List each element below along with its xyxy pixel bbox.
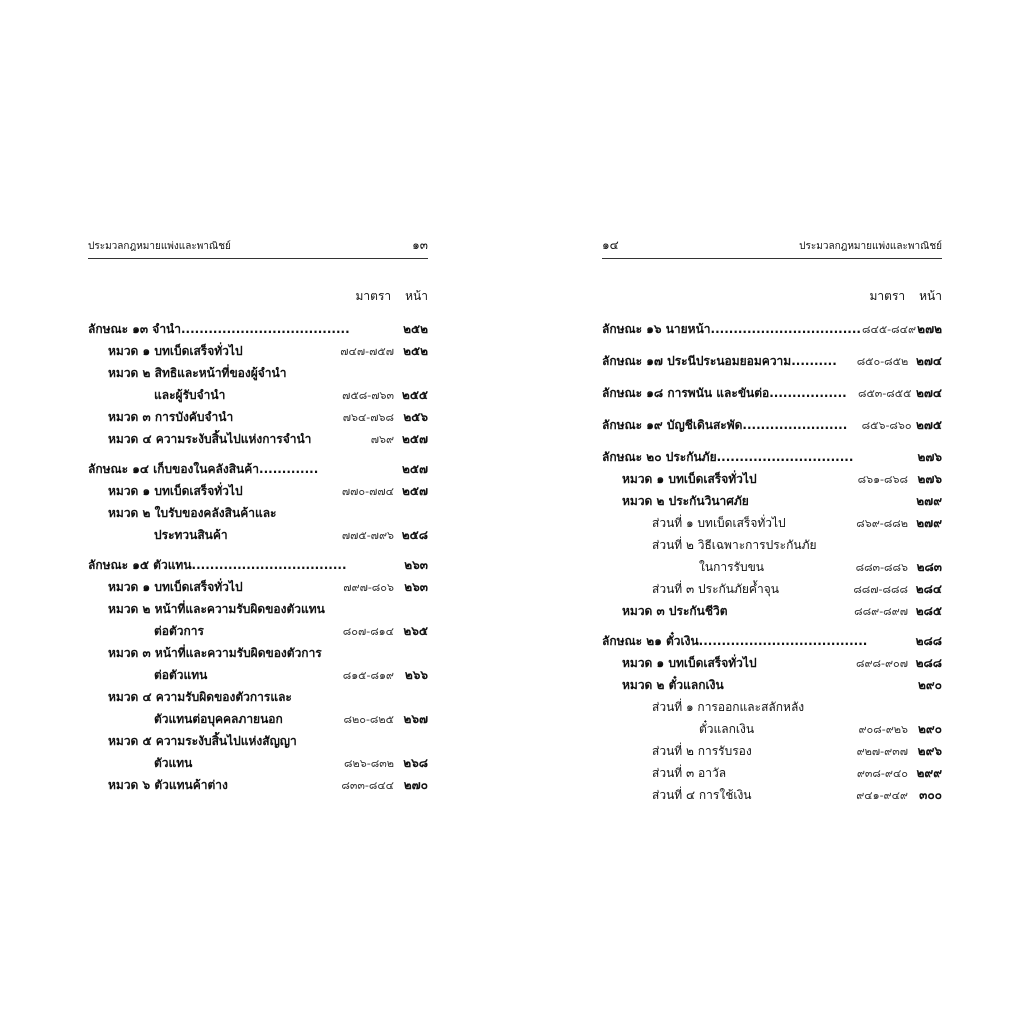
toc-row bbox=[88, 576, 428, 598]
toc-row bbox=[602, 674, 942, 696]
toc-page: ๒๕๗ bbox=[401, 432, 428, 446]
toc-section: ๗๙๗-๘๐๖ bbox=[343, 581, 394, 594]
toc-label: ลักษณะ ๑๗ ประนีประนอมยอมความ.......... bbox=[602, 354, 837, 368]
toc-section: ๙๐๘-๙๒๖ bbox=[858, 723, 908, 736]
toc-label: ส่วนที่ ๔ การใช้เงิน bbox=[652, 788, 752, 802]
right-page-number: ๑๔ bbox=[602, 238, 619, 252]
toc-page: ๒๕๗ bbox=[401, 484, 428, 498]
toc-section: ๘๘๗-๘๘๘ bbox=[853, 583, 908, 596]
toc-row bbox=[88, 458, 428, 480]
toc-page: ๒๕๕ bbox=[401, 388, 428, 402]
left-column-header bbox=[88, 287, 428, 306]
toc-row bbox=[88, 774, 428, 796]
toc-page: ๒๖๕ bbox=[403, 624, 428, 638]
toc-label: ลักษณะ ๒๑ ตั๋วเงิน..................................... bbox=[602, 634, 868, 648]
toc-label: และผู้รับจำนำ bbox=[154, 388, 226, 402]
toc-row bbox=[602, 382, 942, 404]
toc-page: ๒๖๖ bbox=[404, 668, 428, 682]
right-col-section-label: มาตรา bbox=[869, 289, 906, 303]
toc-label: ส่วนที่ ๑ การออกและสลักหลัง bbox=[652, 700, 805, 714]
toc-row bbox=[88, 642, 428, 664]
toc-label: หมวด ๕ ความระงับสิ้นไปแห่งสัญญา bbox=[108, 734, 297, 748]
toc-label: ลักษณะ ๒๐ ประกันภัย.............................. bbox=[602, 450, 854, 464]
toc-page: ๒๗๒ bbox=[917, 322, 942, 336]
toc-page: ๒๕๘ bbox=[401, 528, 428, 542]
toc-page: ๒๗๖ bbox=[917, 472, 942, 486]
toc-page: ๒๙๙ bbox=[916, 766, 942, 780]
toc-section: ๘๓๓-๘๔๔ bbox=[341, 779, 394, 792]
toc-label: ตัวแทนต่อบุคคลภายนอก bbox=[154, 712, 283, 726]
left-page bbox=[88, 236, 428, 796]
toc-label: หมวด ๑ บทเบ็ดเสร็จทั่วไป bbox=[622, 472, 757, 486]
toc-page: ๒๘๓ bbox=[916, 560, 942, 574]
toc-row bbox=[602, 718, 942, 740]
right-column-header bbox=[602, 287, 942, 306]
toc-label: ต่อตัวการ bbox=[154, 624, 204, 638]
toc-row bbox=[602, 630, 942, 652]
toc-row bbox=[88, 318, 428, 340]
toc-section: ๘๒๖-๘๓๒ bbox=[344, 757, 394, 770]
toc-page: ๒๕๒ bbox=[403, 322, 428, 336]
toc-label: ต่อตัวแทน bbox=[154, 668, 208, 682]
toc-row bbox=[602, 414, 942, 436]
toc-row bbox=[88, 428, 428, 450]
toc-page: ๒๗๕ bbox=[915, 418, 942, 432]
toc-row bbox=[88, 502, 428, 524]
toc-label: หมวด ๒ หน้าที่และความรับผิดของตัวแทน bbox=[108, 602, 325, 616]
left-running-header bbox=[88, 236, 428, 259]
toc-row bbox=[88, 524, 428, 546]
toc-section: ๗๗๕-๗๙๖ bbox=[341, 529, 394, 542]
toc-label: หมวด ๒ ใบรับของคลังสินค้าและ bbox=[108, 506, 277, 520]
toc-section: ๙๓๘-๙๔๐ bbox=[856, 767, 908, 780]
toc-label: ส่วนที่ ๓ ประกันภัยค้ำจุน bbox=[652, 582, 779, 596]
toc-row bbox=[88, 708, 428, 730]
toc-section: ๘๖๑-๘๖๘ bbox=[857, 473, 908, 486]
toc-section: ๙๒๗-๙๓๗ bbox=[856, 745, 908, 758]
toc-row bbox=[602, 762, 942, 784]
toc-label: หมวด ๓ ประกันชีวิต bbox=[622, 604, 728, 618]
toc-page: ๒๕๗ bbox=[401, 462, 428, 476]
toc-page: ๒๖๓ bbox=[404, 580, 428, 594]
toc-label: ลักษณะ ๑๓ จำนำ..................................... bbox=[88, 322, 350, 336]
toc-row bbox=[88, 598, 428, 620]
toc-row bbox=[88, 686, 428, 708]
toc-row bbox=[88, 362, 428, 384]
toc-section: ๗๖๙ bbox=[370, 433, 394, 446]
toc-page: ๒๗๔ bbox=[915, 354, 942, 368]
right-page bbox=[602, 236, 942, 806]
toc-row bbox=[602, 534, 942, 556]
toc-label: ตั๋วแลกเงิน bbox=[699, 722, 755, 736]
toc-page: ๒๗๙ bbox=[916, 516, 942, 530]
toc-row bbox=[88, 384, 428, 406]
toc-page: ๒๘๘ bbox=[915, 634, 942, 648]
left-page-number: ๑๓ bbox=[412, 238, 428, 252]
right-running-header bbox=[602, 236, 942, 259]
toc-page: ๒๘๕ bbox=[915, 604, 942, 618]
toc-row bbox=[602, 578, 942, 600]
toc-row bbox=[88, 340, 428, 362]
toc-page: ๒๖๘ bbox=[403, 756, 428, 770]
toc-section: ๘๕๓-๘๕๕ bbox=[858, 387, 912, 400]
toc-label: หมวด ๒ ตั๋วแลกเงิน bbox=[622, 678, 724, 692]
toc-row bbox=[88, 480, 428, 502]
toc-row bbox=[88, 406, 428, 428]
toc-row bbox=[602, 350, 942, 372]
toc-section: ๙๔๑-๙๔๙ bbox=[856, 789, 908, 802]
toc-section: ๗๕๘-๗๖๓ bbox=[342, 389, 394, 402]
toc-row bbox=[602, 318, 942, 340]
toc-label: ส่วนที่ ๑ บทเบ็ดเสร็จทั่วไป bbox=[652, 516, 786, 530]
toc-label: ตัวแทน bbox=[154, 756, 193, 770]
toc-row bbox=[88, 620, 428, 642]
toc-row bbox=[602, 652, 942, 674]
toc-label: ส่วนที่ ๒ การรับรอง bbox=[652, 744, 752, 758]
toc-label: หมวด ๑ บทเบ็ดเสร็จทั่วไป bbox=[108, 344, 243, 358]
toc-row bbox=[602, 446, 942, 468]
toc-label: ลักษณะ ๑๔ เก็บของในคลังสินค้า............. bbox=[88, 462, 319, 476]
toc-label: หมวด ๔ ความระงับสิ้นไปแห่งการจำนำ bbox=[108, 432, 312, 446]
toc-page: ๒๕๒ bbox=[403, 344, 428, 358]
toc-label: หมวด ๑ บทเบ็ดเสร็จทั่วไป bbox=[108, 484, 243, 498]
toc-section: ๘๒๐-๘๒๕ bbox=[343, 713, 394, 726]
toc-section: ๘๙๘-๙๐๗ bbox=[855, 657, 908, 670]
toc-page: ๒๙๐ bbox=[917, 722, 942, 736]
toc-section: ๘๐๗-๘๑๔ bbox=[342, 625, 394, 638]
toc-section: ๗๖๔-๗๖๘ bbox=[342, 411, 394, 424]
toc-section: ๘๑๕-๘๑๙ bbox=[342, 669, 394, 682]
toc-row bbox=[602, 740, 942, 762]
toc-section: ๘๘๓-๘๘๖ bbox=[855, 561, 908, 574]
toc-section: ๘๖๙-๘๘๒ bbox=[856, 517, 908, 530]
toc-label: ลักษณะ ๑๘ การพนัน และขันต่อ................. bbox=[602, 386, 847, 400]
toc-row bbox=[602, 490, 942, 512]
toc-page: ๒๘๔ bbox=[915, 582, 942, 596]
left-col-section-label: มาตรา bbox=[355, 289, 392, 303]
toc-row bbox=[602, 600, 942, 622]
toc-label: หมวด ๓ การบังคับจำนำ bbox=[108, 410, 234, 424]
toc-row bbox=[88, 752, 428, 774]
toc-row bbox=[602, 696, 942, 718]
toc-row bbox=[88, 554, 428, 576]
toc-label: ประทวนสินค้า bbox=[154, 528, 228, 542]
toc-row bbox=[602, 784, 942, 806]
toc-label: หมวด ๑ บทเบ็ดเสร็จทั่วไป bbox=[108, 580, 243, 594]
toc-label: ลักษณะ ๑๙ บัญชีเดินสะพัด....................... bbox=[602, 418, 848, 432]
toc-row bbox=[88, 664, 428, 686]
toc-section: ๗๗๐-๗๗๔ bbox=[341, 485, 394, 498]
toc-row bbox=[602, 512, 942, 534]
left-header-title: ประมวลกฎหมายแพ่งและพาณิชย์ bbox=[88, 241, 231, 252]
toc-section: ๘๕๖-๘๖๐ bbox=[861, 419, 912, 432]
toc-page: ๒๗๔ bbox=[915, 386, 942, 400]
toc-page: ๒๕๖ bbox=[403, 410, 428, 424]
toc-section: ๘๔๕-๘๔๙ bbox=[862, 323, 917, 336]
toc-label: หมวด ๒ สิทธิและหน้าที่ของผู้จำนำ bbox=[108, 366, 287, 380]
toc-page: ๒๙๖ bbox=[917, 744, 942, 758]
toc-section: ๘๕๐-๘๕๒ bbox=[856, 355, 909, 368]
toc-label: ในการรับขน bbox=[699, 560, 764, 574]
right-col-page-label: หน้า bbox=[919, 289, 942, 303]
toc-page: ๒๘๘ bbox=[915, 656, 942, 670]
toc-page: ๒๖๗ bbox=[403, 712, 428, 726]
toc-page: ๒๙๐ bbox=[917, 678, 942, 692]
toc-label: หมวด ๔ ความรับผิดของตัวการและ bbox=[108, 690, 292, 704]
toc-section: ๘๘๙-๘๙๗ bbox=[854, 605, 908, 618]
toc-label: ลักษณะ ๑๖ นายหน้า................................. bbox=[602, 322, 861, 336]
toc-page: ๒๖๓ bbox=[404, 558, 428, 572]
toc-row bbox=[88, 730, 428, 752]
toc-label: หมวด ๓ หน้าที่และความรับผิดของตัวการ bbox=[108, 646, 322, 660]
toc-page: ๒๗๐ bbox=[403, 778, 428, 792]
toc-label: ส่วนที่ ๓ อาวัล bbox=[652, 766, 727, 780]
toc-page: ๒๗๙ bbox=[916, 494, 942, 508]
toc-section: ๗๔๗-๗๕๗ bbox=[340, 345, 394, 358]
left-col-page-label: หน้า bbox=[405, 289, 428, 303]
toc-page: ๓๐๐ bbox=[919, 788, 942, 802]
toc-label: หมวด ๖ ตัวแทนค้าต่าง bbox=[108, 778, 228, 792]
toc-page: ๒๗๖ bbox=[917, 450, 942, 464]
toc-row bbox=[602, 556, 942, 578]
right-header-title: ประมวลกฎหมายแพ่งและพาณิชย์ bbox=[799, 241, 942, 252]
toc-label: ลักษณะ ๑๕ ตัวแทน.................................. bbox=[88, 558, 347, 572]
toc-label: หมวด ๑ บทเบ็ดเสร็จทั่วไป bbox=[622, 656, 757, 670]
toc-label: หมวด ๒ ประกันวินาศภัย bbox=[622, 494, 749, 508]
toc-row bbox=[602, 468, 942, 490]
toc-label: ส่วนที่ ๒ วิธีเฉพาะการประกันภัย bbox=[652, 538, 817, 552]
